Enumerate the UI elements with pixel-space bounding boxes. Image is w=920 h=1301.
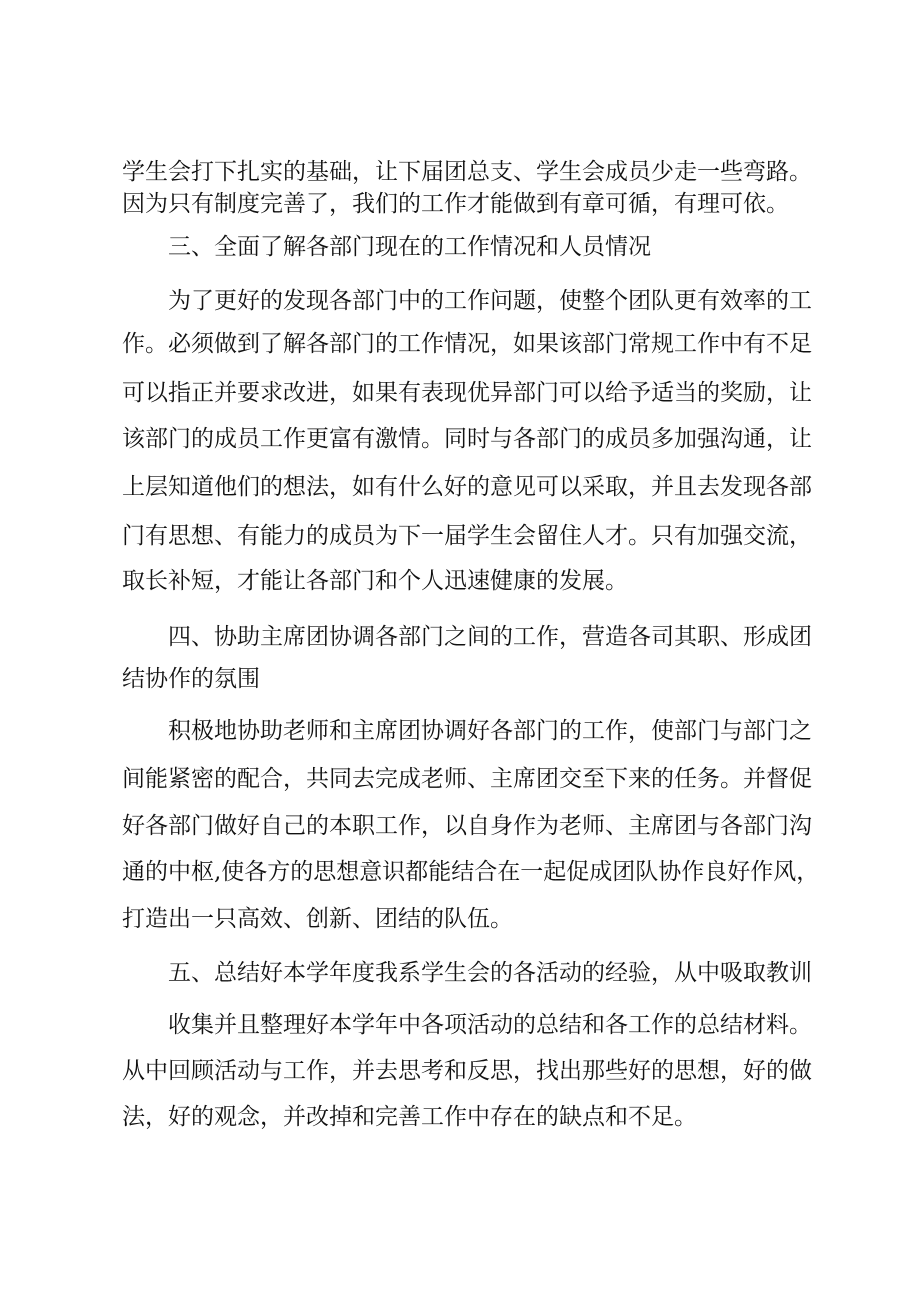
section-heading-3: 三、全面了解各部门现在的工作情况和人员情况 xyxy=(168,234,651,260)
paragraph-line: 间能紧密的配合，共同去完成老师、主席团交至下来的任务。并督促 xyxy=(122,766,812,792)
paragraph-line: 学生会打下扎实的基础，让下届团总支、学生会成员少走一些弯路。 xyxy=(122,159,812,185)
section-heading-4: 四、协助主席团协调各部门之间的工作，营造各司其职、形成团 xyxy=(168,624,812,650)
section-heading-4-cont: 结协作的氛围 xyxy=(122,666,260,692)
paragraph-line: 从中回顾活动与工作，并去思考和反思，找出那些好的思想，好的做 xyxy=(122,1058,812,1084)
paragraph-line: 法，好的观念，并改掉和完善工作中存在的缺点和不足。 xyxy=(122,1104,697,1130)
paragraph-line: 可以指正并要求改进，如果有表现优异部门可以给予适当的奖励，让 xyxy=(122,380,812,406)
paragraph-line: 作。必须做到了解各部门的工作情况，如果该部门常规工作中有不足 xyxy=(122,331,812,357)
paragraph-line: 取长补短，才能让各部门和个人迅速健康的发展。 xyxy=(122,568,628,594)
paragraph-line: 门有思想、有能力的成员为下一届学生会留住人才。只有加强交流， xyxy=(122,523,812,549)
paragraph-line: 通的中枢,使各方的思想意识都能结合在一起促成团队协作良好作风， xyxy=(122,859,820,885)
paragraph-line: 该部门的成员工作更富有激情。同时与各部门的成员多加强沟通，让 xyxy=(122,426,812,452)
paragraph-line: 为了更好的发现各部门中的工作问题，使整个团队更有效率的工 xyxy=(168,288,812,314)
paragraph-line: 好各部门做好自己的本职工作，以自身作为老师、主席团与各部门沟 xyxy=(122,813,812,839)
section-heading-5: 五、总结好本学年度我系学生会的各活动的经验，从中吸取教训 xyxy=(168,960,812,986)
paragraph-line: 收集并且整理好本学年中各项活动的总结和各工作的总结材料。 xyxy=(168,1012,812,1038)
paragraph-line: 因为只有制度完善了，我们的工作才能做到有章可循，有理可依。 xyxy=(122,191,789,217)
paragraph-line: 打造出一只高效、创新、团结的队伍。 xyxy=(122,906,513,932)
paragraph-line: 上层知道他们的想法，如有什么好的意见可以采取，并且去发现各部 xyxy=(122,474,812,500)
paragraph-line: 积极地协助老师和主席团协调好各部门的工作，使部门与部门之 xyxy=(168,718,812,744)
